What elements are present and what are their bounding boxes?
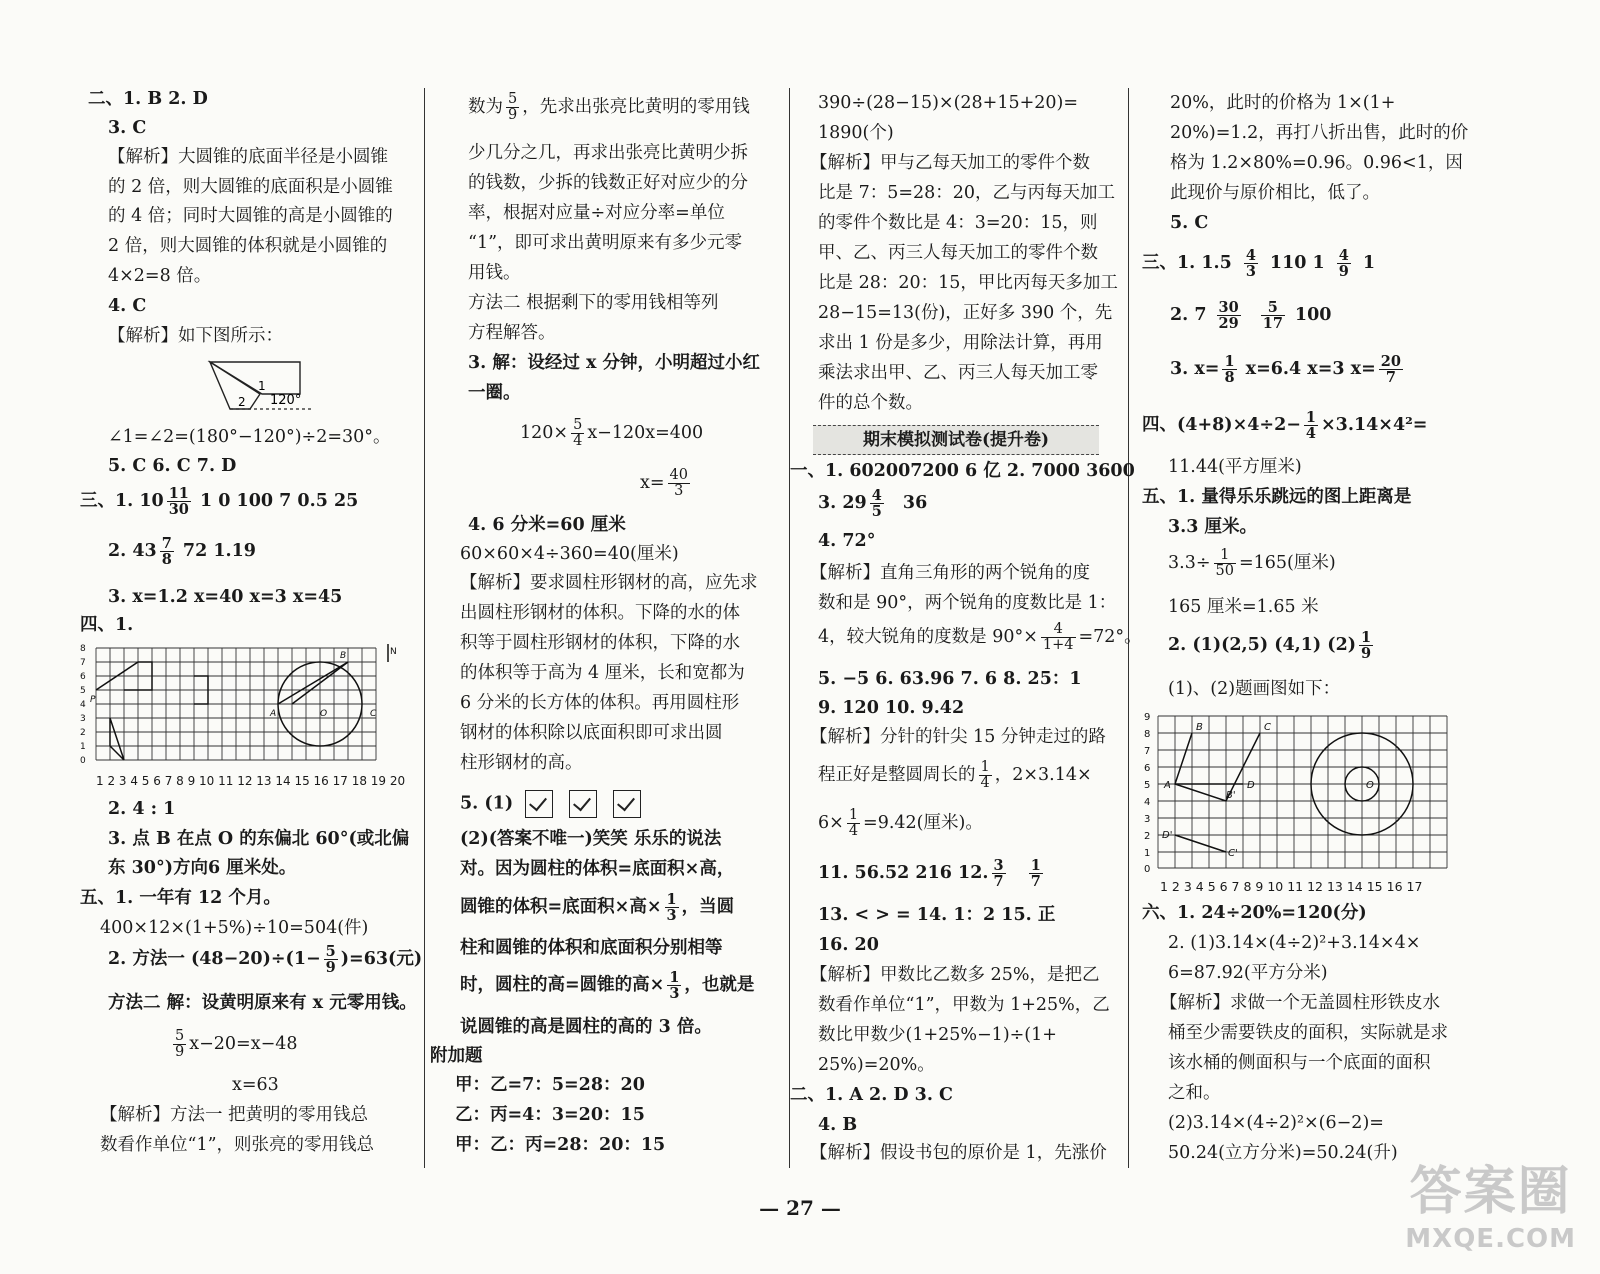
answer-line: 说圆锥的高是圆柱的高的 3 倍。 — [460, 1017, 712, 1037]
angle-label: 2 — [238, 395, 246, 409]
answer-line: 甲：乙=7：5=28：20 — [455, 1075, 645, 1095]
answer-line — [1142, 410, 1427, 441]
numerator: 1 — [1214, 548, 1236, 564]
answer-line: (1)、(2)题画图如下： — [1168, 679, 1341, 699]
explanation-line: 数和是 90°，两个锐角的度数比是 1： — [818, 593, 1117, 613]
answer-line: 东 30°)方向6 厘米处。 — [108, 858, 297, 878]
answer-line: 二、1. A 2. D 3. C — [790, 1085, 953, 1105]
fraction — [1261, 300, 1285, 331]
text: x−120x=400 — [587, 423, 704, 443]
explanation-line: 4×2=8 倍。 — [108, 266, 212, 286]
text: 2. (1)(2,5) (4,1) (2) — [1168, 635, 1357, 655]
text: 四、(4+8)×4÷2− — [1142, 415, 1301, 435]
text: 圆锥的体积=底面积×高× — [460, 897, 662, 917]
denominator: 3 — [674, 483, 684, 499]
svg-text:O: O — [320, 709, 328, 719]
angle-label: 120° — [270, 393, 302, 408]
check-icon — [613, 790, 641, 818]
svg-text:C: C — [1264, 722, 1271, 733]
svg-text:B: B — [340, 651, 347, 661]
numerator: 4 — [1338, 247, 1349, 264]
answer-line — [1142, 248, 1375, 279]
fraction — [1222, 354, 1236, 385]
numerator: 4 — [1245, 247, 1256, 264]
explanation-line: 20%)=1.2，再打八折出售，此时的价 — [1170, 123, 1469, 143]
text: x=6.4 x=3 x= — [1245, 359, 1376, 379]
svg-text:3: 3 — [1144, 814, 1151, 825]
svg-text:1: 1 — [80, 742, 86, 752]
answer-line: 60×60×4÷360=40(厘米) — [460, 544, 679, 564]
equation-line: (2)3.14×(4÷2)²×(6−2)= — [1168, 1113, 1384, 1133]
denominator: 50 — [1215, 563, 1234, 579]
denominator: 1+4 — [1042, 637, 1074, 653]
explanation-line: 的钱数，少拆的钱数正好对应少的分 — [468, 173, 748, 193]
text: 数为 — [468, 97, 503, 117]
svg-text:A: A — [1164, 780, 1171, 791]
explanation-line — [818, 760, 1092, 791]
text: 120× — [520, 423, 569, 443]
numerator: 5 — [573, 417, 583, 433]
denominator: 7 — [1030, 873, 1041, 890]
grid-axis-labels: 1 2 3 4 5 6 7 8 9 10 11 12 13 14 15 16 17 — [1160, 879, 1423, 894]
numerator: 1 — [669, 969, 680, 986]
explanation-line: 【解析】要求圆柱形钢材的高，应先求 — [460, 573, 758, 593]
answer-line: 柱和圆锥的体积和底面积分别相等 — [460, 938, 723, 958]
section-heading: 附加题 — [430, 1046, 483, 1066]
text: 36 — [902, 493, 928, 513]
fraction — [1029, 858, 1043, 889]
numerator: 7 — [161, 535, 172, 552]
answer-line: 3. 解：设经过 x 分钟，小明超过小红 — [468, 353, 760, 373]
denominator: 7 — [993, 873, 1004, 890]
svg-text:2: 2 — [80, 728, 86, 738]
answer-line — [108, 944, 422, 975]
explanation-line: 【解析】假设书包的原价是 1，先涨价 — [810, 1143, 1107, 1163]
answer-line: 方法二 解：设黄明原来有 x 元零用钱。 — [108, 993, 417, 1013]
fraction — [870, 488, 884, 519]
equation-line — [520, 418, 703, 449]
svg-text:0: 0 — [80, 756, 86, 766]
explanation-line: 率，根据对应量÷对应分率=单位 — [468, 203, 725, 223]
answer-line: 5. C 6. C 7. D — [108, 456, 237, 476]
explanation-line: 【解析】分针的针尖 15 分钟走过的路 — [810, 727, 1106, 747]
svg-text:B': B' — [1226, 790, 1236, 801]
numerator: 1 — [666, 891, 677, 908]
numerator: 5 — [1261, 300, 1285, 316]
answer-line: 五、1. 量得乐乐跳远的图上距离是 — [1142, 487, 1412, 507]
fraction — [1214, 548, 1236, 579]
svg-text:8: 8 — [1144, 729, 1151, 740]
explanation-line: 方程解答。 — [468, 323, 556, 343]
denominator: 9 — [508, 107, 518, 123]
watermark-brand: 答案圈 — [1409, 1162, 1572, 1222]
svg-text:D: D — [1247, 780, 1255, 791]
denominator: 3 — [666, 907, 677, 924]
svg-text:A: A — [270, 709, 277, 719]
denominator: 4 — [980, 775, 990, 791]
answer-line: 五、1. 一年有 12 个月。 — [80, 888, 281, 908]
explanation-line: 25%)=20%。 — [818, 1055, 935, 1075]
text: 三、1. 1.5 — [1142, 253, 1232, 273]
text: 4，较大锐角的度数是 90°× — [818, 627, 1038, 647]
text: 三、1. 10 — [80, 491, 164, 511]
text: 3. 29 — [818, 493, 867, 513]
equation-line — [640, 468, 693, 499]
fraction — [1217, 300, 1241, 331]
fraction — [1359, 630, 1373, 661]
answer-line: 4. 72° — [818, 531, 876, 551]
text: 100 — [1294, 305, 1332, 325]
fraction — [1041, 622, 1076, 653]
explanation-line: 【解析】方法一 把黄明的零用钱总 — [100, 1105, 369, 1125]
explanation-line: 数看作单位“1”，则张亮的零用钱总 — [100, 1135, 375, 1155]
numerator: 5 — [325, 943, 336, 960]
numerator: 5 — [175, 1028, 185, 1044]
fraction — [665, 892, 679, 923]
text: ，先求出张亮比黄明的零用钱 — [522, 97, 750, 117]
numerator: 1 — [1224, 353, 1235, 370]
angle-figure — [200, 354, 320, 414]
answer-line: 甲：乙：丙=28：20：15 — [455, 1135, 666, 1155]
fraction — [667, 970, 681, 1001]
text: ×3.14×4²= — [1321, 415, 1428, 435]
explanation-line: 【解析】大圆锥的底面半径是小圆锥 — [108, 147, 388, 167]
explanation-line: 出圆柱形钢材的体积。下降的水的体 — [460, 603, 740, 623]
denominator: 4 — [1305, 425, 1317, 442]
svg-text:2: 2 — [1144, 831, 1151, 842]
denominator: 8 — [1224, 369, 1235, 386]
fraction — [979, 760, 992, 791]
explanation-line: 【解析】甲数比乙数多 25%，是把乙 — [810, 965, 1100, 985]
answer-line: 2. 4 : 1 — [108, 799, 176, 819]
svg-text:1: 1 — [1144, 848, 1151, 859]
answer-line: ∠1=∠2=(180°−120°)÷2=30°。 — [108, 427, 391, 447]
numerator: 4 — [1041, 622, 1076, 638]
answer-line: 9. 120 10. 9.42 — [818, 698, 965, 718]
denominator: 4 — [848, 823, 859, 839]
text: 程正好是整圆周长的 — [818, 765, 976, 785]
answer-line: 5. −5 6. 63.96 7. 6 8. 25：1 — [818, 669, 1082, 689]
explanation-line: 【解析】求做一个无盖圆柱形铁皮水 — [1160, 993, 1440, 1013]
numerator: 1 — [1305, 409, 1317, 426]
answer-line — [108, 536, 256, 567]
denominator: 9 — [325, 959, 336, 976]
numerator: 11 — [168, 485, 189, 502]
explanation-line: 【解析】直角三角形的两个锐角的度 — [810, 563, 1090, 583]
equation-line: 390÷(28−15)×(28+15+20)= — [818, 93, 1079, 113]
explanation-line: 乘法求出甲、乙、丙三人每天加工零 — [818, 363, 1098, 383]
explanation-line: 格为 1.2×80%=0.96。0.96<1，因 — [1170, 153, 1463, 173]
text: =165(厘米) — [1238, 553, 1336, 573]
denominator: 9 — [1361, 645, 1372, 662]
text: 110 1 — [1269, 253, 1325, 273]
text: 时，圆柱的高=圆锥的高× — [460, 975, 665, 995]
denominator: 4 — [573, 433, 583, 449]
denominator: 7 — [1385, 369, 1396, 386]
explanation-line: 数看作单位“1”，甲数为 1+25%，乙 — [818, 995, 1110, 1015]
answer-line: 六、1. 24÷20%=120(分) — [1142, 903, 1367, 923]
explanation-line: 的零件个数比是 4：3=20：15，则 — [818, 213, 1098, 233]
text: 1 0 100 7 0.5 25 — [200, 491, 359, 511]
denominator: 9 — [1338, 263, 1349, 280]
svg-text:C: C — [370, 709, 377, 719]
fraction — [167, 486, 191, 517]
answer-line — [460, 970, 754, 1001]
fraction — [992, 858, 1006, 889]
numerator: 20 — [1380, 353, 1401, 370]
text: 3. x= — [1170, 359, 1220, 379]
answer-line: 对。因为圆柱的体积=底面积×高， — [460, 859, 735, 879]
answer-line: 16. 20 — [818, 935, 879, 955]
answer-line — [80, 486, 358, 517]
explanation-line: 此现价与原价相比，低了。 — [1170, 183, 1380, 203]
svg-text:N: N — [390, 647, 397, 657]
explanation-line: 用钱。 — [468, 263, 521, 283]
explanation-line: 柱形钢材的高。 — [460, 753, 583, 773]
answer-line: 4. B — [818, 1115, 858, 1135]
denominator: 29 — [1218, 315, 1239, 332]
answer-line: (2)(答案不唯一)笑笑 乐乐的说法 — [460, 829, 722, 849]
text: ，2×3.14× — [994, 765, 1092, 785]
explanation-line: 【解析】甲与乙每天加工的零件个数 — [810, 153, 1090, 173]
answer-line — [1170, 300, 1331, 331]
explanation-line: 的 4 倍；同时大圆锥的高是小圆锥的 — [108, 206, 393, 226]
fraction — [160, 536, 174, 567]
explanation-line: 的 2 倍，则大圆锥的底面积是小圆锥 — [108, 177, 393, 197]
numerator: 3 — [993, 857, 1004, 874]
equation-line — [170, 1029, 298, 1060]
answer-line — [818, 858, 1046, 889]
explanation-line: 桶至少需要铁皮的面积，实际就是求 — [1168, 1023, 1448, 1043]
svg-text:P: P — [90, 695, 96, 705]
explanation-line: 少几分之几，再求出张亮比黄明少拆 — [468, 143, 748, 163]
explanation-line: 的体积等于高为 4 厘米，长和宽都为 — [460, 663, 745, 683]
answer-line — [1170, 354, 1406, 385]
numerator: 1 — [980, 759, 990, 775]
explanation-line: 比是 28：20：15，甲比丙每天多加工 — [818, 273, 1118, 293]
numerator: 5 — [508, 91, 518, 107]
svg-text:4: 4 — [1144, 797, 1151, 808]
explanation-line: 6 分米的长方体的体积。再用圆柱形 — [460, 693, 740, 713]
answer-line: 一圈。 — [468, 383, 521, 403]
svg-text:7: 7 — [80, 658, 86, 668]
text: 5. (1) — [460, 793, 514, 814]
answer-line — [460, 892, 734, 923]
denominator: 8 — [161, 551, 172, 568]
denominator: 17 — [1262, 315, 1283, 332]
numerator: 1 — [848, 807, 859, 823]
answer-line: 4. C — [108, 296, 147, 316]
explanation-line: 求出 1 份是多少，用除法计算，再用 — [818, 333, 1103, 353]
answer-line: 四、1. — [80, 615, 134, 635]
svg-text:C': C' — [1228, 848, 1238, 859]
explanation-line: 件的总个数。 — [818, 393, 923, 413]
equation-line: 50.24(立方分米)=50.24(升) — [1168, 1143, 1398, 1163]
answer-line: 3. x=1.2 x=40 x=3 x=45 — [108, 587, 343, 607]
svg-text:8: 8 — [80, 644, 86, 654]
explanation-line: 钢材的体积除以底面积即可求出圆 — [460, 723, 723, 743]
text: ，当圆 — [681, 897, 735, 917]
text: 3.3÷ — [1168, 553, 1211, 573]
section-banner: 期末模拟测试卷(提升卷) — [813, 425, 1099, 455]
svg-text:7: 7 — [1144, 746, 1151, 757]
fraction — [173, 1029, 186, 1060]
explanation-line: 【解析】如下图所示： — [108, 326, 283, 346]
explanation-line: 甲、乙、丙三人每天加工的零件个数 — [818, 243, 1098, 263]
answer-line: 一、1. 602007200 6 亿 2. 7000 3600 — [790, 461, 1135, 481]
explanation-line: 该水桶的侧面积与一个底面的面积 — [1168, 1053, 1431, 1073]
equation-line: 1890(个) — [818, 123, 894, 143]
svg-text:9: 9 — [1144, 712, 1151, 723]
text: x−20=x−48 — [189, 1034, 298, 1054]
text: 2. 43 — [108, 541, 157, 561]
equation-line: 165 厘米=1.65 米 — [1168, 597, 1319, 617]
text: =72°。 — [1078, 627, 1142, 647]
numerator: 40 — [669, 467, 688, 483]
svg-text:4: 4 — [80, 700, 86, 710]
answer-line: 二、1. B 2. D — [88, 89, 208, 109]
explanation-line: 28−15=13(份)，正好多 390 个，先 — [818, 303, 1113, 323]
fraction — [668, 468, 690, 499]
answer-line: 3. 点 B 在点 O 的东偏北 60°(或北偏 — [108, 829, 410, 849]
text: =9.42(厘米)。 — [863, 813, 983, 833]
answer-line — [818, 488, 927, 519]
equation-line: 6=87.92(平方分米) — [1168, 963, 1328, 983]
answer-line — [460, 790, 657, 818]
explanation-line: 积等于圆柱形钢材的体积，下降的水 — [460, 633, 740, 653]
svg-text:5: 5 — [80, 686, 86, 696]
svg-text:O: O — [1366, 780, 1374, 791]
text: 11. 56.52 216 12. — [818, 863, 989, 883]
fraction — [847, 808, 860, 839]
text: 72 1.19 — [182, 541, 256, 561]
check-icon — [569, 790, 597, 818]
denominator: 9 — [175, 1044, 185, 1060]
answer-line: 5. C — [1170, 213, 1209, 233]
equation-line: x=63 — [232, 1075, 279, 1095]
text: 2. 7 — [1170, 305, 1207, 325]
explanation-line: 比是 7：5=28：20，乙与丙每天加工 — [818, 183, 1116, 203]
check-icon — [525, 790, 553, 818]
equation-line — [1168, 548, 1336, 579]
answer-line: 3. C — [108, 118, 147, 138]
text: x= — [640, 473, 665, 493]
fraction — [324, 944, 338, 975]
denominator: 30 — [168, 501, 189, 518]
watermark-site: MXQE.COM — [1405, 1224, 1576, 1254]
grid-axis-labels: 1 2 3 4 5 6 7 8 9 10 11 12 13 14 15 16 17 18 19 20 — [96, 774, 406, 788]
explanation-line: 2 倍，则大圆锥的体积就是小圆锥的 — [108, 236, 388, 256]
fraction — [1337, 248, 1351, 279]
watermark — [1405, 1149, 1576, 1254]
explanation-line: 20%，此时的价格为 1×(1+ — [1170, 93, 1396, 113]
denominator: 3 — [669, 985, 680, 1002]
answer-line: 4. 6 分米=60 厘米 — [468, 515, 626, 535]
fraction — [1379, 354, 1403, 385]
answer-line: 400×12×(1+5%)÷10=504(件) — [100, 918, 369, 938]
svg-text:0: 0 — [1144, 864, 1151, 875]
column-divider — [424, 88, 425, 1168]
explanation-line: 之和。 — [1168, 1083, 1221, 1103]
text: 6× — [818, 813, 844, 833]
denominator: 5 — [871, 503, 882, 520]
answer-line: 3.3 厘米。 — [1168, 517, 1258, 537]
fraction — [506, 92, 519, 123]
denominator: 3 — [1245, 263, 1256, 280]
coordinate-grid — [78, 640, 408, 770]
coordinate-grid — [1140, 712, 1460, 878]
explanation-line: “1”，即可求出黄明原来有多少元零 — [468, 233, 743, 253]
fraction — [1244, 248, 1258, 279]
numerator: 30 — [1218, 299, 1239, 316]
answer-line — [1168, 630, 1376, 661]
explanation-line — [818, 808, 983, 839]
text: 1 — [1362, 253, 1375, 273]
explanation-line — [468, 92, 750, 123]
svg-text:3: 3 — [80, 714, 86, 724]
answer-line: 乙：丙=4：3=20：15 — [455, 1105, 645, 1125]
explanation-line: 数比甲数少(1+25%−1)÷(1+ — [818, 1025, 1057, 1045]
text: )=63(元) — [340, 949, 423, 969]
page-number: — 27 — — [759, 1196, 841, 1220]
numerator: 1 — [1030, 857, 1041, 874]
answer-line: 11.44(平方厘米) — [1168, 457, 1302, 477]
svg-text:6: 6 — [1144, 763, 1151, 774]
angle-label: 1 — [258, 379, 266, 393]
svg-text:5: 5 — [1144, 780, 1151, 791]
column-divider — [789, 88, 790, 1168]
equation-line: 2. (1)3.14×(4÷2)²+3.14×4× — [1168, 933, 1421, 953]
fraction — [1304, 410, 1318, 441]
explanation-line — [818, 622, 1142, 653]
text: 2. 方法一 (48−20)÷(1− — [108, 949, 321, 969]
svg-text:B: B — [1196, 722, 1203, 733]
numerator: 1 — [1361, 629, 1372, 646]
text: ，也就是 — [684, 975, 755, 995]
fraction — [571, 418, 584, 449]
explanation-line: 方法二 根据剩下的零用钱相等列 — [468, 293, 719, 313]
svg-text:6: 6 — [80, 672, 86, 682]
answer-line: 13. < > = 14. 1：2 15. 正 — [818, 905, 1056, 925]
numerator: 4 — [871, 487, 882, 504]
svg-text:D': D' — [1162, 830, 1173, 841]
